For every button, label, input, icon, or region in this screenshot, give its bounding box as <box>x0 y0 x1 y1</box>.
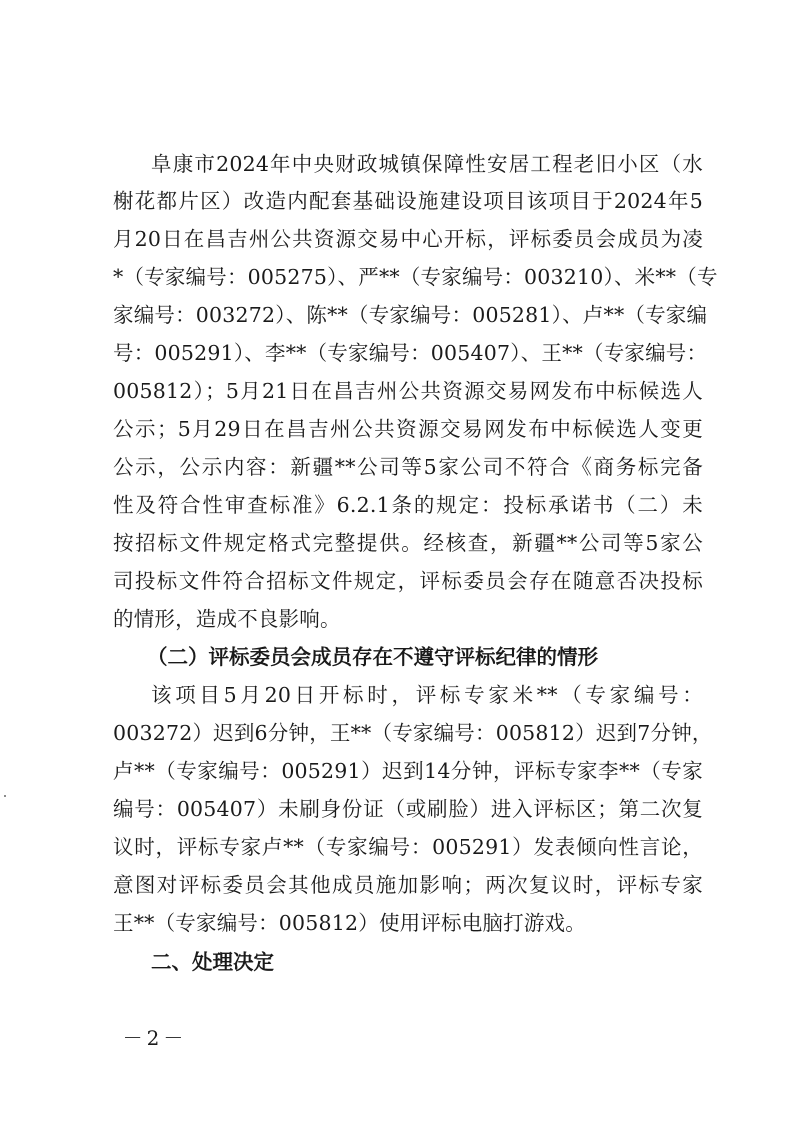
paragraph-2-line-4: 编号：005407）未刷身份证（或刷脸）进入评标区；第二次复 <box>113 797 703 821</box>
paragraph-1-line-1: 阜康市2024年中央财政城镇保障性安居工程老旧小区（水 <box>151 152 703 176</box>
paragraph-1-line-2: 榭花都片区）改造内配套基础设施建设项目该项目于2024年5 <box>113 189 703 213</box>
paragraph-1-line-5: 家编号：003272）、陈**（专家编号：005281）、卢**（专家编 <box>113 303 708 327</box>
paragraph-1-line-3: 月20日在昌吉州公共资源交易中心开标，评标委员会成员为凌 <box>113 227 703 251</box>
scan-mark <box>4 795 6 797</box>
page-number: －2－ <box>122 1026 188 1050</box>
paragraph-1-line-8: 公示；5月29日在昌吉州公共资源交易网发布中标候选人变更 <box>113 417 703 441</box>
paragraph-1-line-9: 公示，公示内容：新疆**公司等5家公司不符合《商务标完备 <box>113 455 703 479</box>
paragraph-1-line-4: *（专家编号：005275）、严**（专家编号：003210）、米**（专 <box>113 265 718 289</box>
paragraph-1-line-6: 号：005291）、李**（专家编号：005407）、王**（专家编号： <box>113 341 708 365</box>
paragraph-1-line-11: 按招标文件规定格式完整提供。经核查，新疆**公司等5家公 <box>113 531 703 555</box>
paragraph-1-line-13: 的情形，造成不良影响。 <box>113 607 341 631</box>
paragraph-2-line-6: 意图对评标委员会其他成员施加影响；两次复议时，评标专家 <box>113 873 703 897</box>
paragraph-2-line-5: 议时，评标专家卢**（专家编号：005291）发表倾向性言论， <box>113 835 703 859</box>
section-heading: 二、处理决定 <box>151 950 274 974</box>
paragraph-2-line-7: 王**（专家编号：005812）使用评标电脑打游戏。 <box>113 911 586 935</box>
paragraph-1-line-10: 性及符合性审查标准》6.2.1条的规定：投标承诺书（二）未 <box>113 493 703 517</box>
paragraph-2-line-1: 该项目5月20日开标时，评标专家米**（专家编号： <box>151 683 703 707</box>
subsection-heading: （二）评标委员会成员存在不遵守评标纪律的情形 <box>147 645 598 669</box>
paragraph-2-line-3: 卢**（专家编号：005291）迟到14分钟，评标专家李**（专家 <box>113 759 703 783</box>
paragraph-1-line-12: 司投标文件符合招标文件规定，评标委员会存在随意否决投标 <box>113 569 703 593</box>
paragraph-2-line-2: 003272）迟到6分钟，王**（专家编号：005812）迟到7分钟， <box>113 721 713 745</box>
paragraph-1-line-7: 005812）；5月21日在昌吉州公共资源交易网发布中标候选人 <box>113 379 703 403</box>
